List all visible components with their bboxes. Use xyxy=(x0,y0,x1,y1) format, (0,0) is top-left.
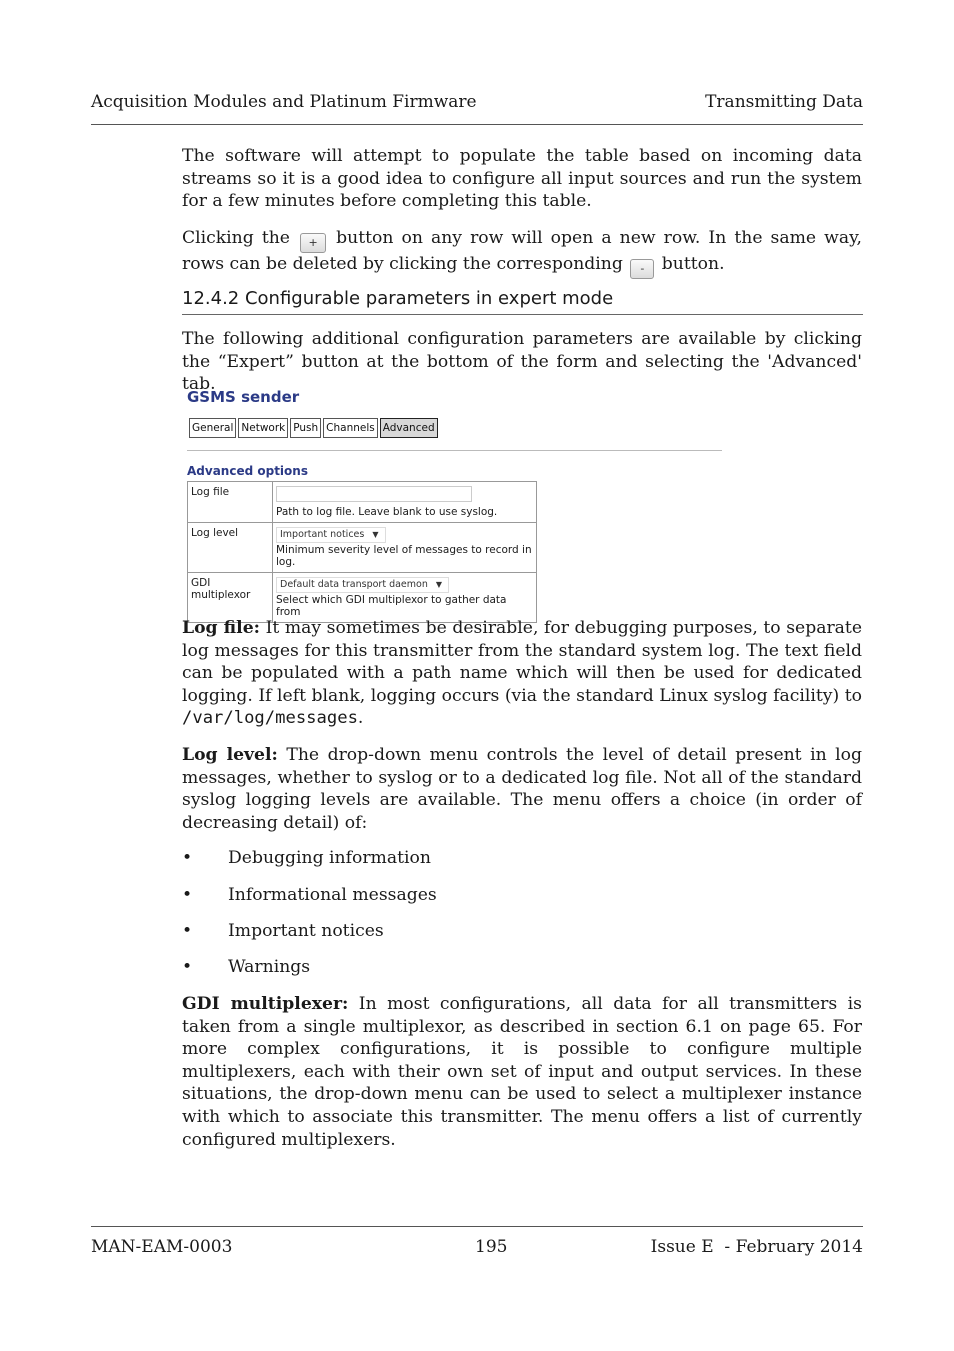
log-level-select[interactable] xyxy=(276,527,386,543)
table-row xyxy=(188,482,537,523)
section-heading: 12.4.2 Configurable parameters in expert mode xyxy=(182,288,863,315)
header-left: Acquisition Modules and Platinum Firmware xyxy=(91,92,477,112)
form-title: GSMS sender xyxy=(187,388,300,406)
page-header xyxy=(91,90,863,125)
gdi-multiplexor-label: GDI multiplexor xyxy=(188,573,273,623)
table-row xyxy=(188,523,537,573)
plus-button-image: + xyxy=(300,233,326,253)
clicking-text-b: button on any row will open a new row. In the same way, rows can be deleted by clicking the corresponding xyxy=(182,228,863,274)
log-level-text: The drop-down menu controls the level of detail present in log messages, whether to syslog or to a dedicated log file. Not all of the standard syslog logging levels are available. The menu offers a choice (in order of decreasing detail) of: xyxy=(182,745,863,833)
log-level-term: Log level: xyxy=(182,745,278,765)
advanced-options-heading: Advanced options xyxy=(187,464,308,478)
doc-id: MAN-EAM-0003 xyxy=(91,1237,233,1257)
log-file-label: Log file xyxy=(188,482,273,523)
tab-push[interactable]: Push xyxy=(290,418,321,438)
table-row xyxy=(188,573,537,623)
log-level-label: Log level xyxy=(188,523,273,573)
log-path: /var/log/messages xyxy=(182,708,358,729)
gsms-sender-screenshot xyxy=(184,382,726,618)
minus-button-image: - xyxy=(630,259,654,279)
log-file-paragraph xyxy=(182,617,862,730)
tab-bar xyxy=(189,418,438,438)
gdi-multiplexor-value: Default data transport daemon xyxy=(280,579,428,590)
chevron-down-icon: ▼ xyxy=(372,530,379,539)
log-file-end: . xyxy=(357,708,364,729)
log-file-help: Path to log file. Leave blank to use syslog. xyxy=(276,506,498,518)
expert-paragraph: The following additional configuration parameters are available by clicking the “Expert” button at the bottom of the form and selecting the 'Advanced' tab. xyxy=(182,329,862,395)
tab-channels[interactable]: Channels xyxy=(323,418,378,438)
gdi-term: GDI multiplexer: xyxy=(182,994,349,1014)
gdi-multiplexor-select[interactable] xyxy=(276,577,449,593)
options-table xyxy=(187,481,537,623)
page-footer xyxy=(91,1226,863,1257)
clicking-text-a: Clicking the xyxy=(182,228,290,248)
page-number: 195 xyxy=(475,1237,508,1257)
header-right: Transmitting Data xyxy=(705,92,863,112)
intro-paragraph: The software will attempt to populate the table based on incoming data streams so it is a good idea to configure all input sources and run the system for a few minutes before completing this table. xyxy=(182,146,862,212)
chevron-down-icon: ▼ xyxy=(435,580,443,589)
log-file-text: It may sometimes be desirable, for debugging purposes, to separate log messages for this transmitter from the standard system log. The text field can be populated with a path name which will then be used for dedicated logging. If left blank, logging occurs (via the standard Linux syslog facility) to xyxy=(182,618,863,706)
log-level-paragraph xyxy=(182,744,862,834)
gdi-multiplexor-help: Select which GDI multiplexor to gather data from xyxy=(276,594,507,618)
clicking-text-c: button. xyxy=(661,254,725,274)
divider xyxy=(187,450,722,451)
gdi-paragraph xyxy=(182,993,862,1151)
issue-date: Issue E - February 2014 xyxy=(650,1237,863,1257)
clicking-paragraph xyxy=(182,227,862,279)
gdi-text: In most configurations, all data for all transmitters is taken from a single multiplexor, as described in section 6.1 on page 65. For more complex configurations, it is possible to configure multiple multiplexers, each with their own set of input and output services. In these situations, the drop-down menu can be used to select a multiplexer instance with which to associate this transmitter. The menu offers a list of currently configured multiplexers. xyxy=(182,994,862,1150)
log-file-term: Log file: xyxy=(182,618,260,638)
log-level-value: Important notices xyxy=(280,529,365,540)
log-level-help: Minimum severity level of messages to record in log. xyxy=(276,544,532,568)
tab-network[interactable]: Network xyxy=(238,418,288,438)
tab-general[interactable]: General xyxy=(189,418,236,438)
tab-advanced[interactable]: Advanced xyxy=(380,418,438,438)
log-file-input[interactable] xyxy=(276,486,472,502)
